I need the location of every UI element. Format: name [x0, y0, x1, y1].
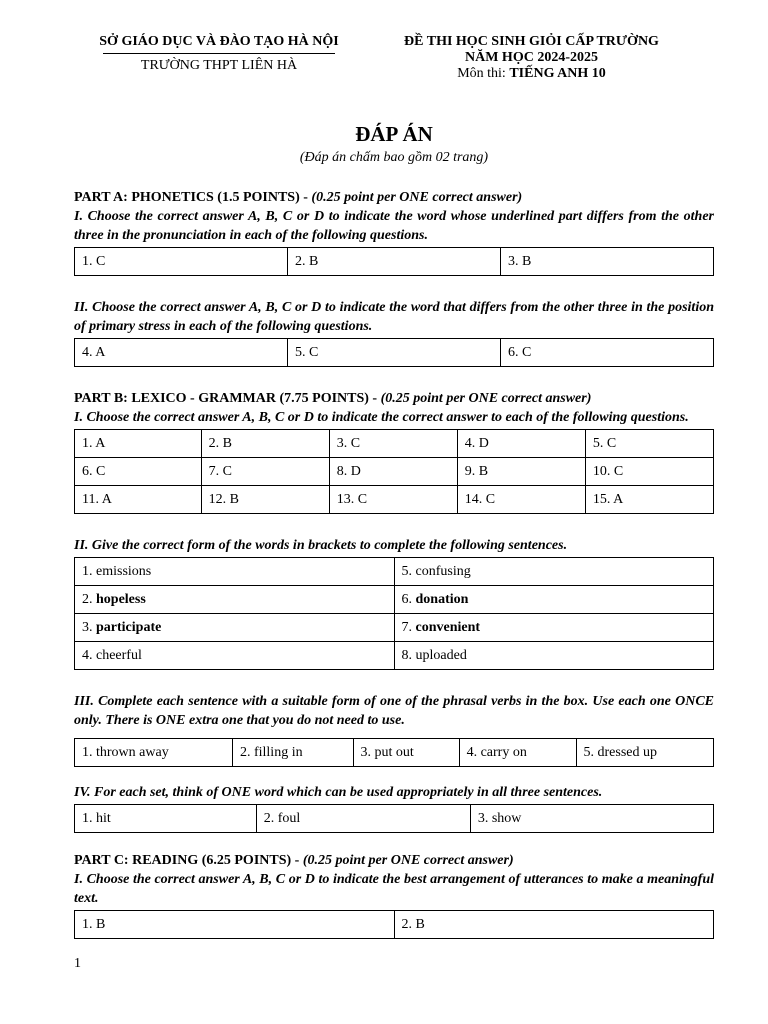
- answer-cell: 7. C: [201, 458, 329, 486]
- answer-word: participate: [96, 619, 162, 635]
- subject-line: [379, 66, 684, 82]
- part-c-note: (0.25 point per ONE correct answer): [302, 853, 514, 868]
- answer-cell: 6. C: [75, 458, 202, 486]
- part-b-s4-instruction: IV. For each set, think of ONE word which can be used appropriately in all three sentences.: [74, 785, 603, 800]
- table-row: [75, 586, 714, 614]
- answer-cell: 2. B: [288, 248, 501, 276]
- answer-cell: [75, 586, 395, 614]
- item-number: 6.: [401, 591, 412, 607]
- answer-cell: [75, 558, 395, 586]
- item-number: 3.: [82, 619, 93, 635]
- answer-cell: 5. C: [288, 339, 501, 367]
- answer-cell: 3. C: [329, 430, 457, 458]
- table-row: [75, 430, 714, 458]
- item-number: 2.: [82, 591, 93, 607]
- part-b-s1-answer-table: [74, 429, 714, 514]
- part-c-s1-answer-table: [74, 910, 714, 939]
- answer-key-page: [74, 34, 714, 939]
- part-b-s3-answer-table: [74, 738, 714, 767]
- answer-word: confusing: [415, 563, 471, 579]
- answer-cell: 3. show: [470, 805, 713, 833]
- part-b-title: PART B: LEXICO - GRAMMAR (7.75 POINTS) -: [74, 391, 378, 406]
- table-row: [75, 642, 714, 670]
- answer-cell: [75, 642, 395, 670]
- item-number: 7.: [401, 619, 412, 635]
- part-b-s2-answer-table: [74, 557, 714, 670]
- table-row: [75, 458, 714, 486]
- item-number: 1.: [82, 563, 93, 579]
- answer-word: convenient: [415, 619, 481, 635]
- answer-cell: [394, 614, 714, 642]
- answer-cell: 13. C: [329, 486, 457, 514]
- answer-cell: 1. C: [75, 248, 288, 276]
- answer-cell: 4. carry on: [459, 739, 576, 767]
- answer-cell: 3. B: [501, 248, 714, 276]
- item-number: 5.: [401, 563, 412, 579]
- answer-cell: 2. filling in: [232, 739, 353, 767]
- page-number: 1: [74, 956, 81, 971]
- answer-word: uploaded: [415, 647, 467, 663]
- part-c-title: PART C: READING (6.25 POINTS) -: [74, 853, 300, 868]
- table-row: [75, 911, 714, 939]
- answer-cell: 3. put out: [353, 739, 459, 767]
- document-header: [74, 34, 714, 104]
- table-row: [75, 339, 714, 367]
- answer-cell: 2. B: [394, 911, 714, 939]
- answer-cell: 11. A: [75, 486, 202, 514]
- answer-cell: 1. A: [75, 430, 202, 458]
- answer-word: donation: [415, 591, 469, 607]
- answer-cell: 1. B: [75, 911, 395, 939]
- answer-cell: 6. C: [501, 339, 714, 367]
- answer-cell: 9. B: [457, 458, 585, 486]
- school-name: TRƯỜNG THPT LIÊN HÀ: [140, 58, 298, 73]
- answer-cell: 5. C: [585, 430, 713, 458]
- part-b-s3-instruction: III. Complete each sentence with a suitable form of one of the phrasal verbs in the box. Use each one ONCE only. There is ONE extra one that you do not need to use.: [74, 694, 714, 728]
- part-a-s1-instruction: I. Choose the correct answer A, B, C or D to indicate the word whose underlined part differs from the other three in the pronunciation in each of the following questions.: [74, 209, 714, 243]
- table-row: [75, 558, 714, 586]
- part-b-s1-instruction: I. Choose the correct answer A, B, C or D to indicate the correct answer to each of the following questions.: [74, 410, 689, 425]
- item-number: 8.: [401, 647, 412, 663]
- item-number: 4.: [82, 647, 93, 663]
- page-title: ĐÁP ÁN: [355, 122, 433, 146]
- answer-cell: 5. dressed up: [576, 739, 714, 767]
- table-row: [75, 486, 714, 514]
- part-a-heading: [74, 188, 714, 207]
- part-a-s2-instruction: II. Choose the correct answer A, B, C or D to indicate the word that differs from the other three in the position of primary stress in each of the following questions.: [74, 300, 714, 334]
- part-c-heading: [74, 851, 714, 870]
- answer-cell: [394, 642, 714, 670]
- answer-word: cheerful: [96, 647, 142, 663]
- part-a-s1-answer-table: [74, 247, 714, 276]
- header-right: [379, 34, 684, 82]
- header-underline: [103, 53, 335, 54]
- answer-cell: 12. B: [201, 486, 329, 514]
- answer-cell: [394, 586, 714, 614]
- table-row: [75, 805, 714, 833]
- part-c-s1-instruction: I. Choose the correct answer A, B, C or D to indicate the best arrangement of utterances to make a meaningful text.: [74, 872, 714, 906]
- answer-cell: [394, 558, 714, 586]
- answer-cell: 4. D: [457, 430, 585, 458]
- page-subtitle: (Đáp án chấm bao gồm 02 trang): [299, 150, 489, 165]
- table-row: [75, 614, 714, 642]
- header-left: [74, 34, 364, 74]
- subject-label: Môn thi:: [457, 66, 506, 81]
- department-name: SỞ GIÁO DỤC VÀ ĐÀO TẠO HÀ NỘI: [99, 34, 339, 49]
- answer-cell: [75, 614, 395, 642]
- answer-cell: 14. C: [457, 486, 585, 514]
- part-b-s4-answer-table: [74, 804, 714, 833]
- answer-cell: 2. B: [201, 430, 329, 458]
- part-b-heading: [74, 389, 714, 408]
- answer-word: emissions: [96, 563, 152, 579]
- answer-cell: 1. thrown away: [75, 739, 233, 767]
- part-b-s2-instruction: II. Give the correct form of the words in brackets to complete the following sentences.: [74, 538, 568, 553]
- part-b-note: (0.25 point per ONE correct answer): [380, 391, 592, 406]
- answer-cell: 4. A: [75, 339, 288, 367]
- answer-cell: 15. A: [585, 486, 713, 514]
- table-row: [75, 248, 714, 276]
- exam-title: ĐỀ THI HỌC SINH GIỎI CẤP TRƯỜNG: [404, 34, 659, 49]
- part-a-s2-answer-table: [74, 338, 714, 367]
- answer-word: hopeless: [96, 591, 146, 607]
- part-a-title: PART A: PHONETICS (1.5 POINTS) -: [74, 190, 308, 205]
- subject-name: TIẾNG ANH 10: [509, 66, 606, 81]
- school-year: NĂM HỌC 2024-2025: [465, 50, 598, 65]
- answer-cell: 1. hit: [75, 805, 257, 833]
- table-row: [75, 739, 714, 767]
- answer-cell: 10. C: [585, 458, 713, 486]
- part-a-note: (0.25 point per ONE correct answer): [311, 190, 523, 205]
- answer-cell: 2. foul: [256, 805, 470, 833]
- answer-cell: 8. D: [329, 458, 457, 486]
